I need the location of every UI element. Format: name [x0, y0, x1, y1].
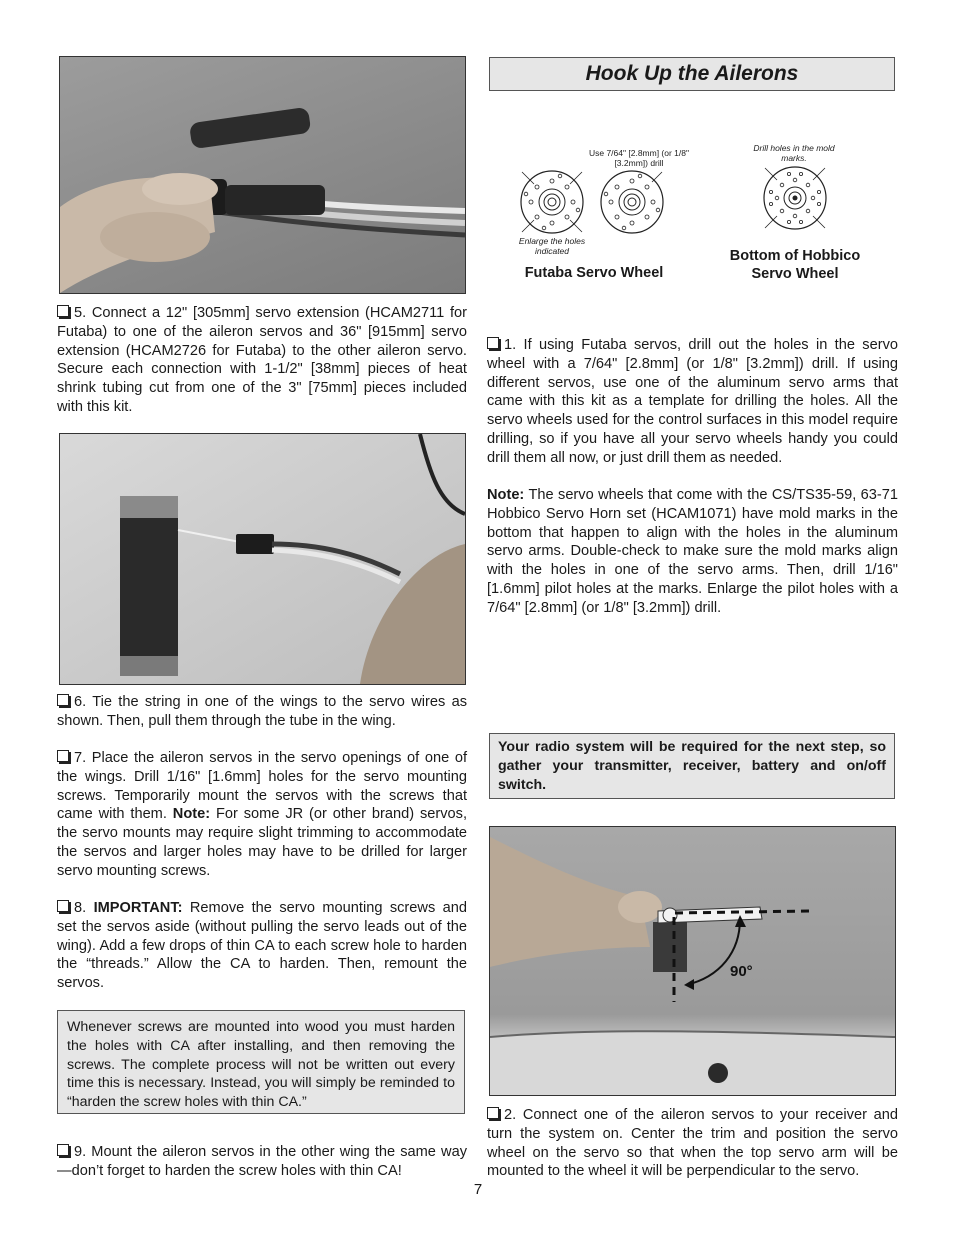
- hobbico-note: Note: The servo wheels that come with the CS/TS35-59, 63-71 Hobbico Servo Horn set (HCAM1071) have mold marks in the bottom that happen to align with the holes in the aluminum servo arms. Double-check to make sure the mold marks align with the holes in one of the servo arms. Then, drill 1/16" [1.6mm] pilot holes at the marks. Enlarge the pilot holes with a 7/64" [2.8mm] (or 1/8" [3.2mm]) drill.: [487, 487, 898, 616]
- servo-arm-illustration: [490, 827, 895, 1095]
- drill-note: Use 7/64" [2.8mm] (or 1/8" [3.2mm]) drill: [588, 148, 690, 168]
- string-wire-illustration: [60, 434, 465, 684]
- enlarge-note: Enlarge the holes indicated: [518, 236, 586, 256]
- tip-box: Whenever screws are mounted into wood you must harden the holes with CA after installing, and then removing the screws. The complete process will not be written out every time this is necessary. Instead, you will simply be reminded to “harden the screw holes with thin CA.”: [57, 1010, 465, 1114]
- photo-string-tied-to-wire: [59, 433, 466, 685]
- section-heading: Hook Up the Ailerons: [489, 57, 895, 91]
- step-5: 5. Connect a 12" [305mm] servo extension (HCAM2711 for Futaba) to one of the aileron servos and 36" [915mm] servo extension (HCAM2726 for Futaba) to the other aileron servo. Secure each connection with 1-1/2" [38mm] pieces of heat shrink tubing cut from one of the 3" [75mm] pieces included with this kit.: [57, 305, 467, 415]
- futaba-wheel-left-icon: [521, 171, 583, 233]
- hobbico-caption: Bottom of Hobbico Servo Wheel: [729, 248, 861, 282]
- checkbox-icon[interactable]: [57, 1144, 69, 1156]
- step-6: 6. Tie the string in one of the wings to the servo wires as shown. Then, pull them through the tube in the wing.: [57, 694, 467, 729]
- checkbox-icon[interactable]: [57, 694, 69, 706]
- checkbox-icon[interactable]: [57, 750, 69, 762]
- servo-wheels-svg: [489, 140, 895, 250]
- checkbox-icon[interactable]: [487, 337, 499, 349]
- step-2: 2. Connect one of the aileron servos to your receiver and turn the system on. Center the trim and position the servo wheel on the servo so that when the top servo arm will be mounted to the wheel it will be perpendicular to the servo.: [487, 1107, 898, 1180]
- futaba-wheel-right-icon: [601, 171, 663, 233]
- radio-required-box: Your radio system will be required for the next step, so gather your transmitter, receiver, battery and on/off switch.: [489, 733, 895, 799]
- step-8: 8. IMPORTANT: Remove the servo mounting screws and set the servos aside (without pulling the servo leads out of the wing). Add a few drops of thin CA to each screw hole to harden the “threads.” Allow the CA to harden. Then, remount the servos.: [57, 900, 467, 992]
- checkbox-icon[interactable]: [57, 900, 69, 912]
- step-1: 1. If using Futaba servos, drill out the holes in the servo wheel with a 7/64" [2.8mm] (or 1/8" [3.2mm]) drill. If using different servos, use one of the aluminum servo arms that came with this kit as a template for drilling the holes. All the servo wheels used for the control surfaces in this model require drilling, so if you have all your servo wheels handy you could drill them all now, or just drill them as needed.: [487, 337, 898, 466]
- mold-note: Drill holes in the mold marks.: [753, 143, 835, 163]
- heat-shrink-illustration: [60, 57, 465, 293]
- step-9: 9. Mount the aileron servos in the other wing the same way—don’t forget to harden the screw holes with thin CA!: [57, 1144, 467, 1179]
- checkbox-icon[interactable]: [487, 1107, 499, 1119]
- step-7: 7. Place the aileron servos in the servo openings of one of the wings. Drill 1/16" [1.6mm] holes for the servo mounting screws. Temporarily mount the servos with the screws that came with them. Note: For some JR (or other brand) servos, the servo mounts may require slight trimming to accommodate the servos and larger holes may have to be drilled for larger servo mounting screws.: [57, 750, 467, 879]
- page-number: 7: [473, 1181, 483, 1198]
- futaba-caption: Futaba Servo Wheel: [524, 265, 664, 281]
- angle-label: 90°: [730, 963, 753, 980]
- checkbox-icon[interactable]: [57, 305, 69, 317]
- hobbico-wheel-icon: [764, 167, 826, 229]
- photo-servo-arm-90-degrees: [489, 826, 896, 1096]
- photo-heat-shrink-connection: [59, 56, 466, 294]
- servo-wheel-diagram: [489, 140, 895, 290]
